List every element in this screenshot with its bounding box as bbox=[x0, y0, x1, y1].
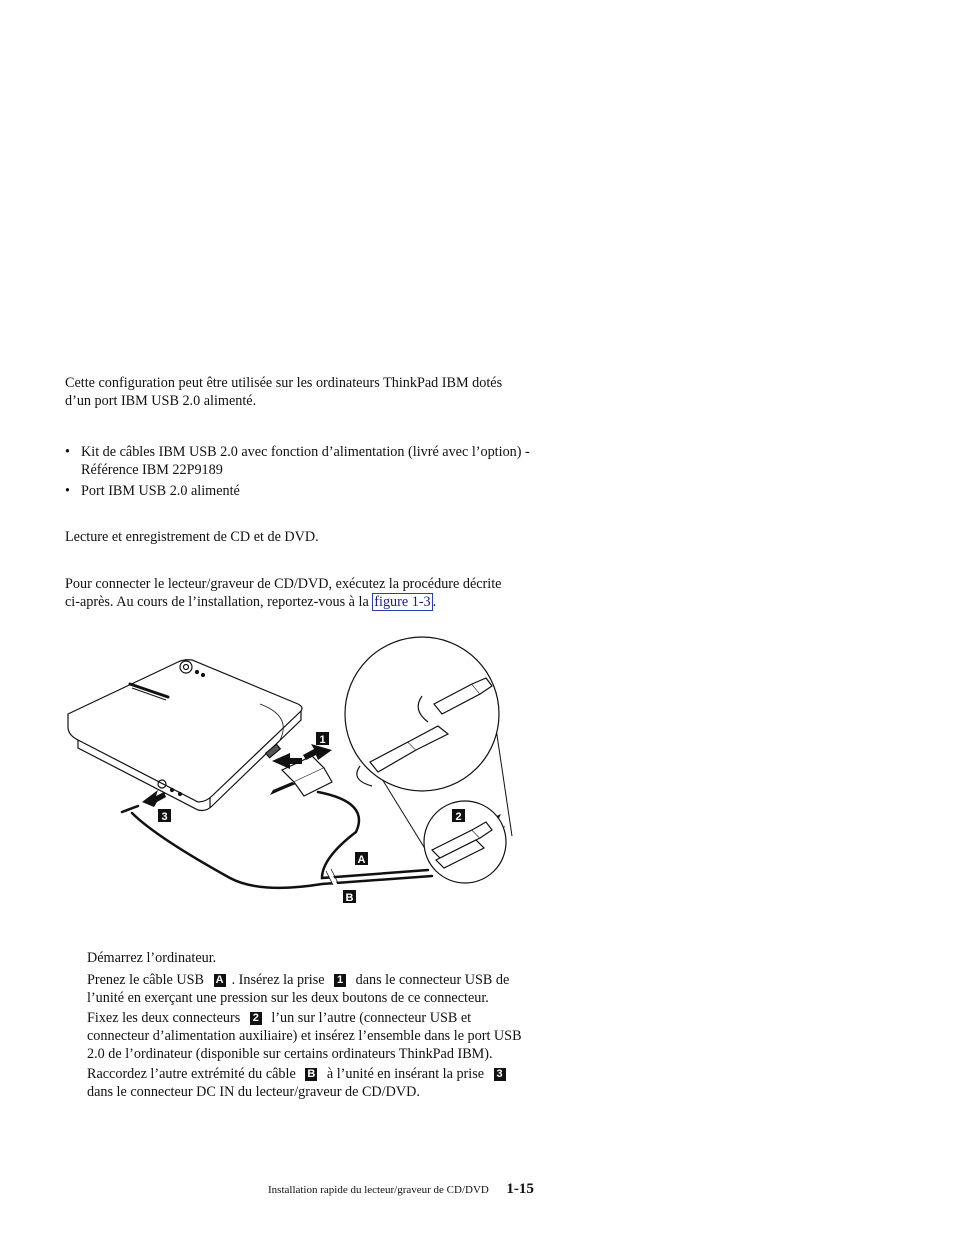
figure-link[interactable]: figure 1-3 bbox=[374, 594, 431, 610]
step-line bbox=[87, 971, 577, 989]
connection-figure bbox=[60, 632, 520, 912]
callout-a-label: A bbox=[357, 854, 366, 866]
key-2: 2 bbox=[250, 1012, 262, 1025]
procedure-text: . bbox=[432, 594, 437, 610]
intro-line: Cette configuration peut être utilisée sur les ordinateurs ThinkPad IBM dotés bbox=[65, 375, 503, 391]
step-1: Démarrez l’ordinateur. bbox=[87, 950, 217, 966]
key-a: A bbox=[214, 974, 226, 987]
cd-dvd-drive-illustration bbox=[68, 660, 302, 811]
step-line: l’unité en exerçant une pression sur les deux boutons de ce connecteur. bbox=[87, 990, 489, 1006]
step-text: . Insérez la prise bbox=[231, 972, 329, 988]
step-3 bbox=[87, 1009, 577, 1063]
step-line bbox=[87, 1009, 577, 1027]
list-item-text: Référence IBM 22P9189 bbox=[81, 462, 223, 478]
bullet-icon: • bbox=[65, 483, 70, 499]
step-text: Fixez les deux connecteurs bbox=[87, 1010, 244, 1026]
list-item-text: Port IBM USB 2.0 alimenté bbox=[81, 483, 240, 499]
step-text: à l’unité en insérant la prise bbox=[323, 1066, 488, 1082]
intro-line: d’un port IBM USB 2.0 alimenté. bbox=[65, 393, 257, 409]
cable-illustration bbox=[122, 792, 432, 888]
list-item bbox=[65, 482, 575, 500]
procedure-line: Pour connecter le lecteur/graveur de CD/DVD, exécutez la procédure décrite bbox=[65, 576, 502, 592]
step-line: dans le connecteur DC IN du lecteur/graveur de CD/DVD. bbox=[87, 1084, 420, 1100]
step-2 bbox=[87, 971, 577, 1007]
function-text: Lecture et enregistrement de CD et de DVD. bbox=[65, 529, 319, 545]
procedure-paragraph bbox=[65, 575, 575, 611]
step-text: l’un sur l’autre (connecteur USB et bbox=[267, 1010, 472, 1026]
bullet-icon: • bbox=[65, 444, 70, 460]
procedure-text: ci-après. Au cours de l’installation, reportez-vous à la bbox=[65, 594, 373, 610]
step-text: Prenez le câble USB bbox=[87, 972, 208, 988]
callout-b-label: B bbox=[345, 892, 354, 904]
intro-paragraph bbox=[65, 374, 575, 410]
page-footer bbox=[268, 1180, 578, 1199]
key-3: 3 bbox=[494, 1068, 506, 1081]
list-item-text: Kit de câbles IBM USB 2.0 avec fonction d’alimentation (livré avec l’option) - bbox=[81, 444, 530, 460]
step-text: Raccordez l’autre extrémité du câble bbox=[87, 1066, 300, 1082]
list-item bbox=[65, 443, 575, 479]
callout-3-label: 3 bbox=[161, 811, 168, 823]
footer-title: Installation rapide du lecteur/graveur de CD/DVD bbox=[268, 1184, 489, 1196]
step-line: 2.0 de l’ordinateur (disponible sur certains ordinateurs ThinkPad IBM). bbox=[87, 1046, 493, 1062]
key-b: B bbox=[305, 1068, 317, 1081]
detail-circle bbox=[345, 637, 499, 791]
step-4 bbox=[87, 1065, 577, 1101]
step-line bbox=[87, 1065, 577, 1083]
step-text: dans le connecteur USB de bbox=[352, 972, 510, 988]
procedure-line bbox=[65, 593, 575, 611]
key-1: 1 bbox=[334, 974, 346, 987]
callout-1-label: 1 bbox=[319, 734, 326, 746]
step-line: connecteur d’alimentation auxiliaire) et insérez l’ensemble dans le port USB bbox=[87, 1028, 522, 1044]
page-number: 1-15 bbox=[506, 1181, 534, 1197]
callout-2-label: 2 bbox=[455, 811, 462, 823]
